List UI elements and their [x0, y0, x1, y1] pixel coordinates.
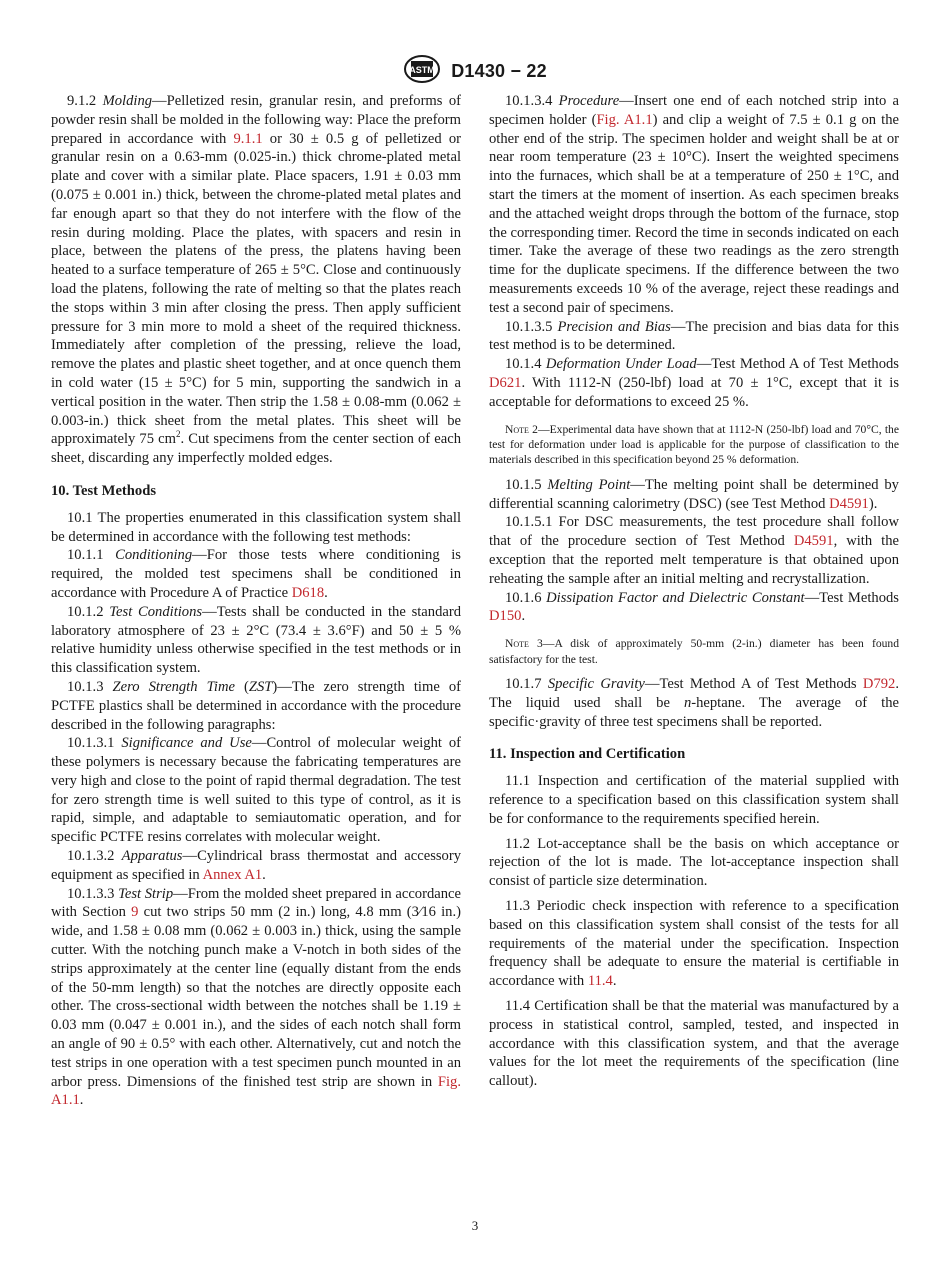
link-d4591[interactable]: D4591: [829, 495, 869, 512]
link-section-9[interactable]: 9: [131, 904, 139, 921]
para-text: —Tests shall be conducted in the standard laboratory atmosphere of 23 ± 2°C (73.4 ± 3.6°F) and 50 ± 5 % relative humidity unless otherwise specified in the test methods or in this classification system.: [51, 603, 462, 677]
para-title: Procedure: [558, 93, 620, 109]
paragraph-11-4: 11.4 Certification shall be that the material was manufactured by a process in statistical control, sampled, tested, and inspected in accordance with this classification system, and that the average values for the lot meet the requirements of the specification (line callout).: [489, 997, 899, 1090]
paragraph-11-2: 11.2 Lot-acceptance shall be the basis on which acceptance or rejection of the lot is made. The lot-acceptance inspection shall consist of particle size determination.: [489, 835, 899, 890]
para-number: 10.1.4: [505, 356, 542, 373]
para-number: 9.1.2: [67, 93, 97, 109]
para-number: 10.1.7: [505, 675, 542, 692]
paragraph-10-1-3-5: [489, 318, 899, 356]
para-title: Test Conditions: [109, 603, 203, 620]
paragraph-10-1-3: [51, 678, 461, 734]
para-text: .: [521, 608, 526, 625]
para-number: 10.1.3.1: [67, 735, 115, 752]
para-text: -heptane. The average of the specific·gravity of three test specimens shall be reported.: [489, 694, 899, 730]
para-title: Specific Gravity: [547, 675, 645, 692]
para-text: 11.3 Periodic check inspection with reference to a specification based on this classification system shall consist of the tests for all requirements of the material under the specification. Inspection frequency shall be adequate to ensure the material is certifiable in accordance with: [489, 897, 899, 990]
para-text: —Insert one end of each notched strip into a specimen holder (: [489, 93, 899, 128]
para-text: —Pelletized resin, granular resin, and preforms of powder resin shall be molded in the following way: Place the preform prepared in accordance with: [51, 93, 462, 147]
para-text: —Control of molecular weight of these polymers is necessary because the fabricating temperatures are very high and close to the point of rapid thermal degradation. The test for zero strength time is well suited to this type of control, as it is rapid, simple, and adaptable to semiautomatic operation, and for specific PCTFE resins correlates with molecular weight.: [51, 735, 461, 846]
para-text: —The precision and bias data for this test method is to be determined.: [489, 318, 899, 354]
link-fig-a1-1[interactable]: Fig. A1.1: [596, 111, 653, 128]
para-number: 10.1.2: [67, 603, 104, 620]
paragraph-10-1-5-1: [489, 513, 899, 588]
para-number: 10.1.3.3: [67, 885, 115, 902]
para-number: 10.1.5: [505, 476, 542, 493]
superscript: 2: [175, 429, 181, 440]
paragraph-11-3: [489, 897, 899, 991]
paragraph-10-1-1: [51, 546, 461, 602]
section-11-heading: 11. Inspection and Certification: [489, 746, 686, 763]
para-text: —From the molded sheet prepared in accordance with Section: [51, 885, 461, 921]
link-9-1-1[interactable]: 9.1.1: [233, 130, 263, 147]
para-title: Precision and Bias: [557, 318, 671, 335]
note-2: [489, 422, 899, 468]
note-text: —A disk of approximately 50-mm (2-in.) diameter has been found satisfactory for the test.: [489, 637, 900, 666]
paragraph-10-1-3-1: [51, 734, 461, 847]
paragraph-10-1-3-2: [51, 847, 461, 885]
paragraph-10-1-3-3: [51, 885, 461, 1111]
svg-text:ASTM: ASTM: [409, 65, 435, 75]
para-abbr: ZST: [248, 678, 273, 695]
paragraph-9-1-2: [51, 92, 461, 468]
standard-designation: D1430 − 22: [451, 61, 547, 81]
para-text: . Cut specimens from the center section of each sheet, discarding any imperfectly molded edges.: [51, 431, 461, 467]
note-label: Note 3: [505, 637, 543, 651]
para-number: 10.1.3.4: [505, 93, 553, 109]
para-title: Apparatus: [121, 848, 183, 865]
paragraph-11-1: 11.1 Inspection and certification of the material supplied with reference to a specification based on this classification system shall be for conformance to the requirements specified herein.: [489, 773, 899, 827]
link-11-4[interactable]: 11.4: [587, 973, 613, 990]
para-text: .: [262, 866, 266, 883]
page-header: [0, 54, 950, 84]
para-text: cut two strips 50 mm (2 in.) long, 4.8 mm (3⁄16 in.) wide, and 1.58 ± 0.08 mm (0.062 ± 0.003 in.) thick, using the sample cutter. With the notching punch make a V-notch in both sides of the strips approximately at the center line (equally distant from the ends of the 50-mm length) so that the notches are directly opposite each other. The cross-sectional width between the notches shall be 1.19 ± 0.03 mm (0.047 ± 0.001 in.), and the sides of each notch shall form an angle of 90 ± 0.5° with each other. Alternatively, cut and notch the test strips in one operation with a test specimen punch mounted in an arbor press. Dimensions of the finished test strip are shown in: [51, 904, 461, 1090]
para-title: Conditioning: [115, 547, 193, 564]
para-title: Melting Point: [547, 476, 631, 493]
para-title: Zero Strength Time: [112, 678, 235, 695]
para-title: Significance and Use: [121, 735, 252, 752]
para-text: —Cylindrical brass thermostat and accessory equipment as specified in: [51, 848, 462, 883]
para-text: —Test Methods: [804, 589, 899, 606]
para-italic: n: [683, 694, 692, 711]
para-number: 10.1.6: [505, 589, 542, 606]
note-text: —Experimental data have shown that at 1112-N (250-lbf) load and 70°C, the test for deformation under load is applicable for the purpose of classification to the materials described in this specification beyond 25 % deformation.: [489, 422, 899, 467]
para-text: ): [272, 678, 278, 695]
note-3: [489, 636, 899, 667]
para-text: —The melting point shall be determined by differential scanning calorimetry (DSC) (see Test Method: [489, 476, 899, 512]
link-d618[interactable]: D618: [291, 584, 325, 601]
para-text: For DSC measurements, the test procedure shall follow that of the procedure section of Test Method: [489, 514, 899, 550]
para-text: .: [79, 1092, 84, 1109]
page-number: 3: [471, 1218, 479, 1233]
left-column: [51, 92, 461, 1110]
para-text: . The liquid used shall be: [489, 675, 900, 711]
para-title: Dissipation Factor and Dielectric Constant: [546, 589, 805, 606]
link-d150[interactable]: D150: [489, 608, 522, 625]
para-text: —The zero strength time of PCTFE plastics shall be determined in accordance with the procedure described in the following paragraphs:: [51, 678, 461, 733]
para-text: —For those tests where conditioning is required, the molded test specimens shall be conditioned in accordance with Procedure A of Practice: [51, 547, 461, 601]
note-label: Note 2: [505, 422, 538, 436]
astm-logo-icon: [403, 54, 441, 89]
para-title: Test Strip: [118, 885, 174, 902]
para-text: .: [612, 973, 617, 990]
paragraph-10-1-4: [489, 355, 899, 411]
link-d621[interactable]: D621: [489, 374, 522, 391]
para-number: 10.1.3: [67, 678, 104, 695]
link-fig-a1-1[interactable]: Fig. A1.1: [51, 1073, 461, 1109]
para-text: or 30 ± 0.5 g of pelletized or granular resin on a 0.63-mm (0.025-in.) thick chrome-plated metal plate and cover with a similar plate. Place spacers, 1.91 ± 0.03 mm (0.075 ± 0.001 in.) thick, between the chrome-plated metal plates and far enough apart so that they do not interfere with the flow of the resin during molding. Place the plates, with spacers and resin in place, between the platens of the press, the platens having been heated to a surface temperature of 265 ± 5°C. Close and continuously load the platens, following the rate of melting so that the plates reach the stops within 3 min after closing the press. Then apply sufficient pressure for 3 min more to mold a sheet of the required thickness. Immediately after completion of the pressing, relieve the load, remove the plates and plastic sheet together, and at once quench them in cold water (15 ± 5°C) for 5 min, supporting the sandwich in a vertical position in the water. Then strip the 1.58 ± 0.08-mm (0.062 ± 0.003-in.) thick sheet from the metal plates. This sheet will be approximately 75 cm: [51, 130, 461, 448]
paragraph-10-1-7: [489, 675, 899, 731]
para-text: —Test Method A of Test Methods: [644, 675, 863, 692]
link-annex-a1[interactable]: Annex A1: [202, 866, 263, 883]
paragraph-10-1-2: [51, 603, 461, 678]
para-title: Deformation Under Load: [545, 356, 697, 373]
paragraph-10-1: 10.1 The properties enumerated in this classification system shall be determined in accordance with the following test methods:: [51, 509, 461, 545]
para-text: ).: [868, 495, 878, 512]
para-text: , with the exception that the reported melt temperature is that obtained upon reheating the sample after an initial melting and recrystallization.: [489, 533, 899, 587]
para-text: ) and clip a weight of 7.5 ± 0.1 g on the other end of the strip. The specimen holder and weight shall be at or near room temperature (23 ± 10°C). Insert the weighted specimens into the furnaces, which shall be at a temperature of 250 ± 1°C, and start the timers at the moment of insertion. As each specimen breaks and the attached weight drops through the bottom of the furnace, stop the corresponding timer. Record the time in seconds indicated on each timer. Take the average of these two readings as the zero strength time for the duplicate specimens. If the difference between the two measurements exceeds 10 % of the average, reject these readings and test a second pair of specimens.: [489, 111, 899, 316]
right-column: [489, 92, 899, 1091]
link-d792[interactable]: D792: [862, 675, 896, 692]
section-10-heading: 10. Test Methods: [51, 482, 157, 499]
para-number: 10.1.3.5: [505, 318, 553, 335]
para-text: .: [324, 584, 328, 601]
para-number: 10.1.5.1: [505, 514, 553, 531]
paragraph-10-1-5: [489, 476, 899, 514]
para-number: 10.1.1: [67, 547, 104, 564]
para-number: 10.1.3.2: [67, 848, 115, 865]
para-text: . With 1112-N (250-lbf) load at 70 ± 1°C, except that it is acceptable for deformations to exceed 25 %.: [489, 374, 899, 410]
paragraph-10-1-6: [489, 589, 899, 627]
para-text: —Test Method A of Test Methods: [696, 356, 899, 373]
link-d4591[interactable]: D4591: [793, 533, 834, 550]
paragraph-10-1-3-4: [489, 92, 899, 318]
para-title: Molding: [102, 93, 153, 109]
para-text: (: [234, 678, 249, 695]
